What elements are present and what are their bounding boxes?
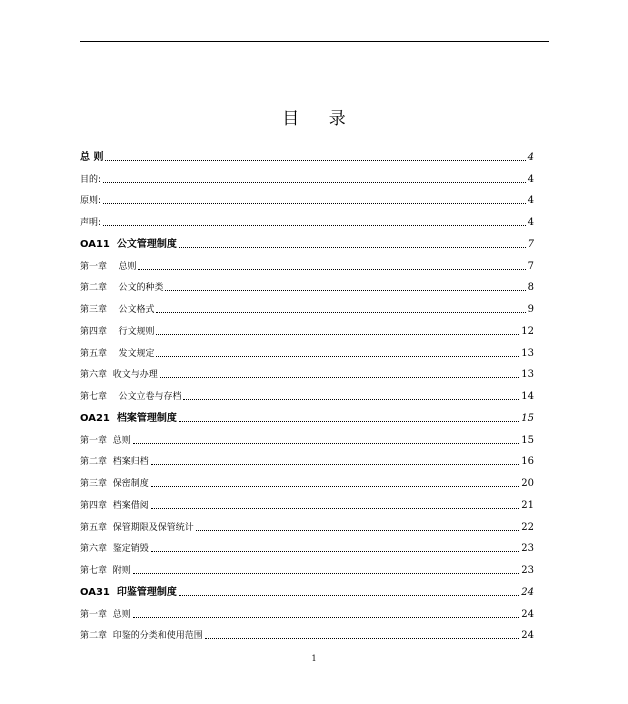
dot-leader	[179, 247, 526, 248]
toc-section-entry[interactable]	[80, 402, 534, 424]
toc-entry-page: 13	[521, 369, 534, 381]
toc-entry[interactable]	[80, 598, 534, 620]
toc-entry-label: 第七章 附则	[80, 566, 131, 576]
toc-entry-page: 4	[527, 195, 534, 207]
toc-entry-label: 第二章 印鉴的分类和使用范围	[80, 631, 203, 642]
toc-entry-label: 第一章 总则	[80, 261, 137, 272]
toc-entry-label: 第三章 保密制度	[80, 479, 149, 489]
toc-entry[interactable]	[80, 446, 534, 468]
toc-entry-page: 21	[521, 499, 534, 511]
dot-leader	[179, 421, 519, 422]
toc-section-entry[interactable]	[80, 228, 534, 250]
toc-title: 目 录	[282, 109, 358, 129]
toc-entry[interactable]	[80, 272, 534, 294]
dot-leader	[205, 638, 520, 639]
toc-entry-label: 原则:	[80, 196, 102, 207]
toc-entry-page: 7	[527, 260, 534, 272]
toc-entry-page: 15	[521, 412, 534, 424]
toc-entry-page: 13	[521, 347, 534, 359]
dot-leader	[183, 399, 519, 400]
toc-entry[interactable]	[80, 424, 534, 446]
dot-leader	[138, 269, 525, 270]
toc-entry-page: 16	[521, 456, 534, 468]
toc-entry-label: 总 则	[80, 151, 104, 163]
toc-entry-page: 7	[527, 238, 534, 250]
toc-entry[interactable]	[80, 337, 534, 359]
toc-entry[interactable]	[80, 206, 534, 228]
toc-entry-label: 第五章 发文规定	[80, 348, 155, 359]
toc-entry-page: 23	[521, 565, 534, 576]
dot-leader	[156, 334, 519, 335]
dot-leader	[151, 486, 520, 487]
dot-leader	[151, 464, 520, 465]
toc-entry-label: 第二章 档案归档	[80, 457, 149, 468]
toc-section-entry[interactable]	[80, 141, 534, 163]
toc-entry[interactable]	[80, 380, 534, 402]
toc-entry-page: 14	[521, 391, 534, 402]
dot-leader	[133, 443, 520, 444]
toc-entry-label: 第二章 公文的种类	[80, 283, 164, 294]
dot-leader	[103, 203, 526, 204]
toc-entry-label: 第六章 收文与办理	[80, 370, 158, 381]
toc-entry-label: 第六章 鉴定销毁	[80, 544, 149, 555]
toc-entry[interactable]	[80, 185, 534, 207]
dot-leader	[160, 377, 520, 378]
toc-entry-label: 声明:	[80, 218, 102, 228]
toc-entry-page: 4	[527, 173, 534, 185]
toc-entry-page: 23	[521, 543, 534, 555]
toc-entry-label: OA21 档案管理制度	[80, 412, 177, 424]
toc-section-entry[interactable]	[80, 576, 534, 598]
toc-entry-label: 第七章 公文立卷与存档	[80, 392, 182, 402]
dot-leader	[105, 160, 525, 161]
toc-entry[interactable]	[80, 533, 534, 555]
toc-entry-page: 15	[521, 434, 534, 446]
toc-entry[interactable]	[80, 163, 534, 185]
toc-entry-label: 第四章 行文规则	[80, 326, 155, 337]
toc-entry[interactable]	[80, 315, 534, 337]
dot-leader	[156, 356, 519, 357]
dot-leader	[165, 290, 525, 291]
toc-entry[interactable]	[80, 489, 534, 511]
header-rule	[80, 41, 549, 42]
dot-leader	[151, 508, 520, 509]
toc-entry-page: 22	[521, 521, 534, 533]
toc-entry-label: 第四章 档案借阅	[80, 500, 149, 511]
toc-entry-page: 12	[521, 325, 534, 337]
toc-entry-label: 第五章 保管期限及保管统计	[80, 522, 194, 533]
toc-entry-label: 第一章 总则	[80, 435, 131, 446]
dot-leader	[133, 573, 520, 574]
toc-entry-label: 第三章 公文格式	[80, 305, 155, 315]
toc-entry-label: 第一章 总则	[80, 609, 131, 620]
toc-entry[interactable]	[80, 250, 534, 272]
toc-entry-page: 9	[527, 304, 534, 315]
dot-leader	[156, 312, 525, 313]
toc-entry[interactable]	[80, 554, 534, 576]
dot-leader	[196, 530, 520, 531]
toc-entry[interactable]	[80, 359, 534, 381]
toc-entry-page: 4	[527, 217, 534, 228]
toc-entry-page: 4	[527, 151, 534, 163]
toc-entry-page: 24	[521, 586, 534, 598]
toc-entry-label: 目的:	[80, 174, 102, 185]
dot-leader	[151, 551, 520, 552]
page-number: 1	[311, 654, 317, 663]
toc-entry[interactable]	[80, 511, 534, 533]
dot-leader	[179, 595, 519, 596]
toc-entry[interactable]	[80, 620, 534, 642]
toc-entry-page: 8	[527, 282, 534, 294]
toc-entry-page: 24	[521, 608, 534, 620]
dot-leader	[103, 225, 526, 226]
toc-entry[interactable]	[80, 467, 534, 489]
toc-entry-page: 24	[521, 630, 534, 642]
toc-entry-label: OA11 公文管理制度	[80, 238, 177, 250]
toc-entry-label: OA31 印鉴管理制度	[80, 586, 177, 598]
dot-leader	[103, 182, 526, 183]
dot-leader	[133, 617, 520, 618]
toc-entry-page: 20	[521, 478, 534, 489]
table-of-contents	[80, 141, 534, 641]
toc-entry[interactable]	[80, 293, 534, 315]
